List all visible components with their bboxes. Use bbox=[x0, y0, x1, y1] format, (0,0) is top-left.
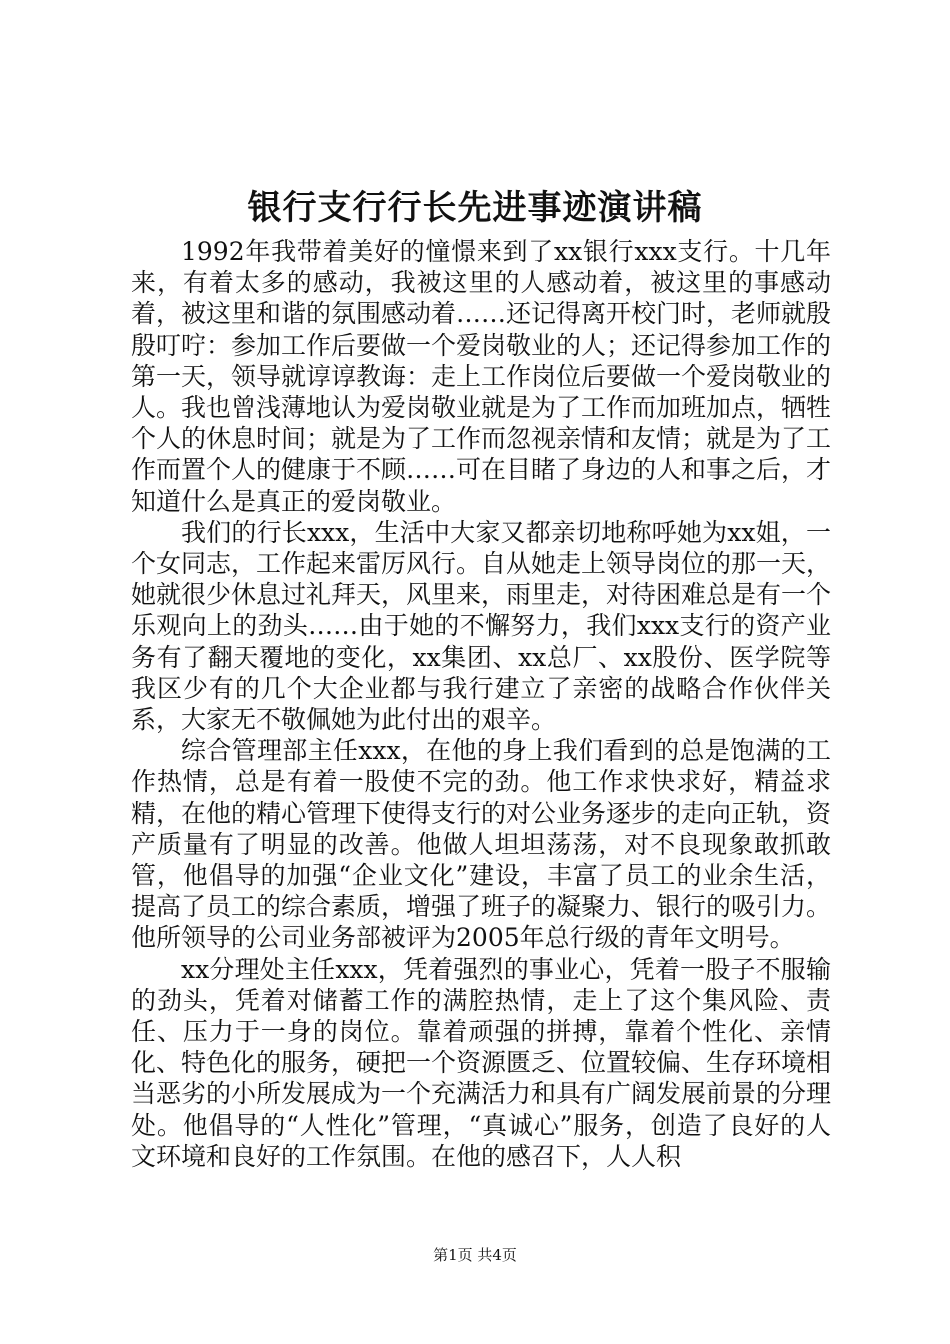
paragraph-4: xx分理处主任xxx，凭着强烈的事业心，凭着一股子不服输的劲头，凭着对储蓄工作的满腔热情，走上了这个集风险、责任、压力于一身的岗位。靠着顽强的拼搏，靠着个性化、亲情化、特色化的服务，硬把一个资源匮乏、位置较偏、生存环境相当恶劣的小所发展成为一个充满活力和具有广阔发展前景的分理处。他倡导的“人性化”管理，“真诚心”服务，创造了良好的人文环境和良好的工作氛围。在他的感召下，人人积 bbox=[131, 954, 832, 1171]
page-number-footer: 第1页 共4页 bbox=[433, 1246, 517, 1264]
document-body bbox=[131, 236, 831, 1172]
paragraph-1: 1992年我带着美好的憧憬来到了xx银行xxx支行。十几年来，有着太多的感动，我被这里的人感动着，被这里的事感动着，被这里和谐的氛围感动着……还记得离开校门时，老师就殷殷叮咛：参加工作后要做一个爱岗敬业的人；还记得参加工作的第一天，领导就谆谆教诲：走上工作岗位后要做一个爱岗敬业的人。我也曾浅薄地认为爱岗敬业就是为了工作而加班加点，牺牲个人的休息时间；就是为了工作而忽视亲情和友情；就是为了工作而置个人的健康于不顾……可在目睹了身边的人和事之后，才知道什么是真正的爱岗敬业。 bbox=[131, 237, 832, 516]
document-title: 银行支行行长先进事迹演讲稿 bbox=[247, 188, 703, 228]
paragraph-3: 综合管理部主任xxx，在他的身上我们看到的总是饱满的工作热情，总是有着一股使不完的劲。他工作求快求好，精益求精，在他的精心管理下使得支行的对公业务逐步的走向正轨，资产质量有了明显的改善。他做人坦坦荡荡，对不良现象敢抓敢管，他倡导的加强“企业文化”建设，丰富了员工的业余生活，提高了员工的综合素质，增强了班子的凝聚力、银行的吸引力。他所领导的公司业务部被评为2005年总行级的青年文明号。 bbox=[131, 736, 832, 953]
paragraph-2: 我们的行长xxx，生活中大家又都亲切地称呼她为xx姐，一个女同志，工作起来雷厉风行。自从她走上领导岗位的那一天，她就很少休息过礼拜天，风里来，雨里走，对待困难总是有一个乐观向上的劲头……由于她的不懈努力，我们xxx支行的资产业务有了翻天覆地的变化，xx集团、xx总厂、xx股份、医学院等我区少有的几个大企业都与我行建立了亲密的战略合作伙伴关系，大家无不敬佩她为此付出的艰辛。 bbox=[131, 517, 832, 735]
